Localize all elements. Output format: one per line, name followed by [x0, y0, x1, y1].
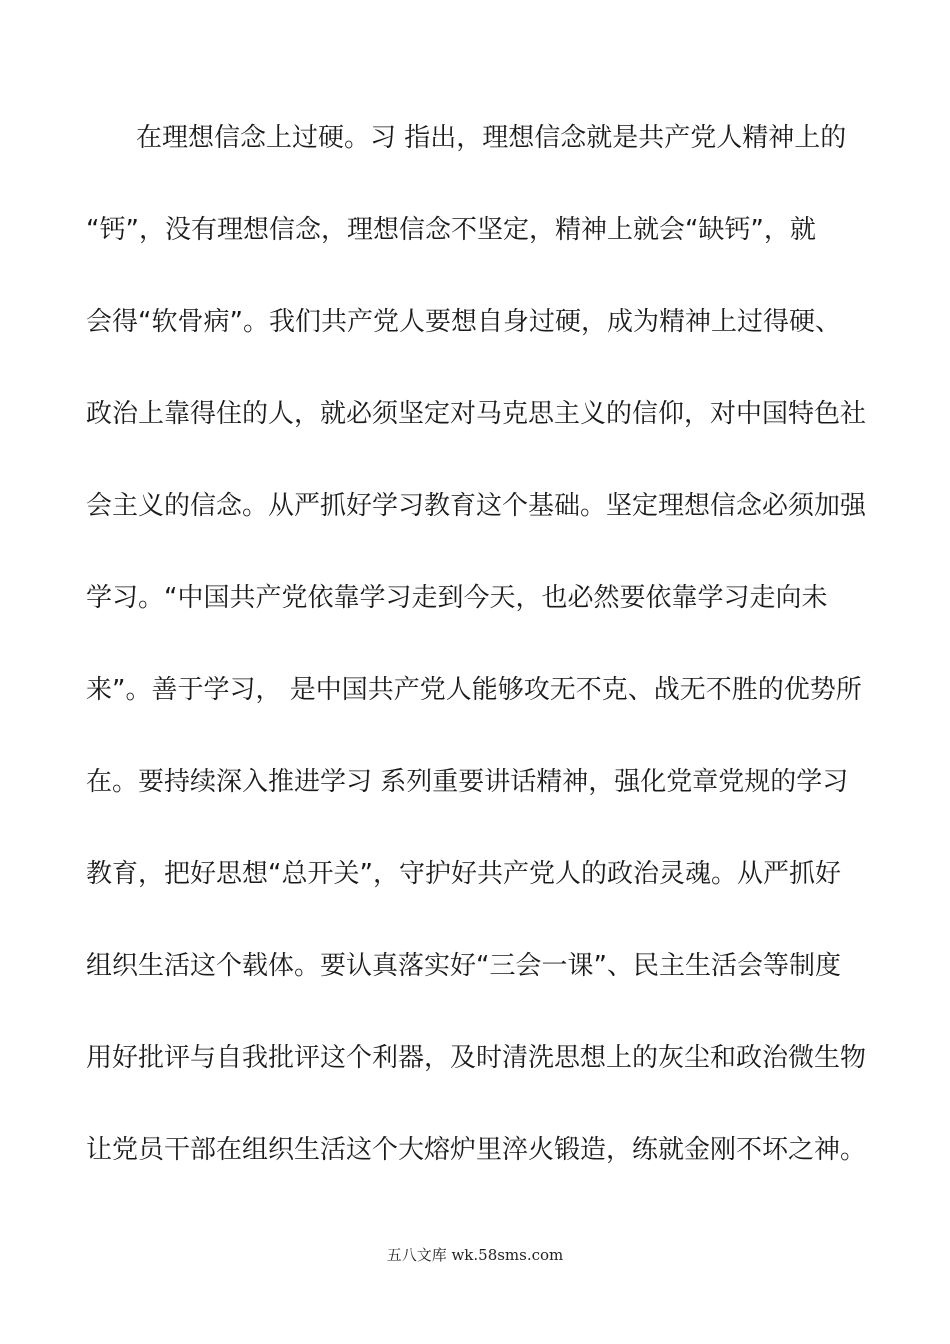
paragraph-line: 会主义的信念。从严抓好学习教育这个基础。坚定理想信念必须加强: [86, 491, 867, 521]
paragraph-line: 在。要持续深入推进学习 系列重要讲话精神，强化党章党规的学习: [86, 767, 849, 797]
paragraph-line: 让党员干部在组织生活这个大熔炉里淬火锻造，练就金刚不坏之神。: [86, 1135, 867, 1165]
paragraph-line: 组织生活这个载体。要认真落实好“三会一课”、民主生活会等制度: [86, 951, 841, 981]
paragraph-line: “钙”，没有理想信念，理想信念不坚定，精神上就会“缺钙”，就: [86, 215, 816, 245]
paragraph-line: 用好批评与自我批评这个利器，及时清洗思想上的灰尘和政治微生物: [86, 1043, 867, 1073]
paragraph-line: 政治上靠得住的人，就必须坚定对马克思主义的信仰，对中国特色社: [86, 399, 867, 429]
paragraph-line: 学习。“中国共产党依靠学习走到今天，也必然要依靠学习走向未: [86, 583, 828, 613]
page-footer-watermark: 五八文库 wk.58sms.com: [386, 1246, 564, 1264]
paragraph-line: 在理想信念上过硬。习 指出，理想信念就是共产党人精神上的: [136, 123, 847, 153]
paragraph-line: 教育，把好思想“总开关”，守护好共产党人的政治灵魂。从严抓好: [86, 859, 841, 889]
paragraph-line: 会得“软骨病”。我们共产党人要想自身过硬，成为精神上过得硬、: [86, 307, 841, 337]
paragraph-line: 来”。善于学习， 是中国共产党人能够攻无不克、战无不胜的优势所: [86, 675, 862, 705]
